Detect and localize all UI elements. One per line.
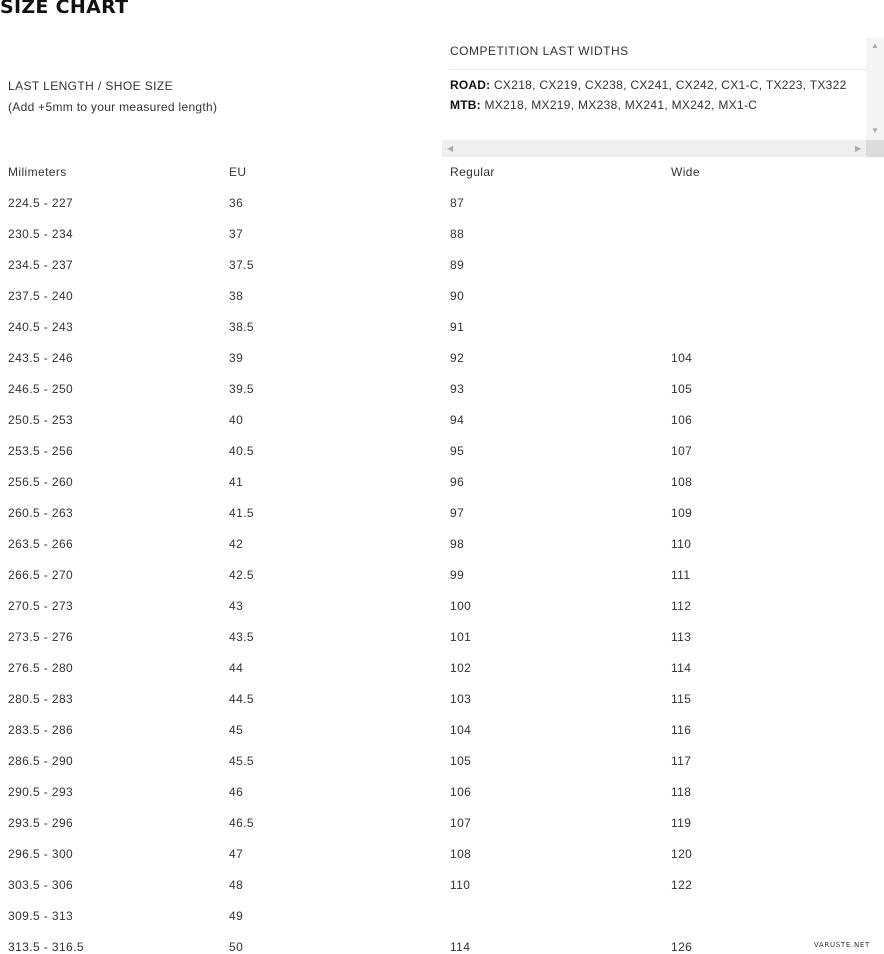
regular-width-cell: 87 [450, 196, 465, 210]
wide-width-cell: 119 [671, 816, 692, 830]
size-range-cell: 286.5 - 290 [8, 754, 74, 768]
size-range-cell: 270.5 - 273 [8, 599, 74, 613]
size-range-cell: 280.5 - 283 [8, 692, 74, 706]
eu-size-cell: 39 [229, 351, 244, 365]
scroll-right-icon[interactable]: ▶ [855, 144, 862, 153]
competition-widths-panel[interactable] [442, 38, 884, 157]
size-range-cell: 296.5 - 300 [8, 847, 74, 861]
size-range-cell: 273.5 - 276 [8, 630, 74, 644]
wide-width-cell: 116 [671, 723, 692, 737]
wide-width-cell: 110 [671, 537, 692, 551]
wide-width-cell: 115 [671, 692, 692, 706]
wide-width-cell: 111 [671, 568, 691, 582]
size-range-cell: 240.5 - 243 [8, 320, 74, 334]
column-header-wide: Wide [671, 165, 700, 179]
size-range-cell: 290.5 - 293 [8, 785, 74, 799]
size-range-cell: 303.5 - 306 [8, 878, 74, 892]
size-range-cell: 234.5 - 237 [8, 258, 74, 272]
regular-width-cell: 97 [450, 506, 465, 520]
wide-width-cell: 108 [671, 475, 693, 489]
regular-width-cell: 94 [450, 413, 465, 427]
wide-width-cell: 114 [671, 661, 692, 675]
regular-width-cell: 93 [450, 382, 465, 396]
road-models-line [450, 78, 847, 92]
wide-width-cell: 120 [671, 847, 693, 861]
eu-size-cell: 46 [229, 785, 244, 799]
scrollbar-corner [866, 140, 884, 157]
size-range-cell: 260.5 - 263 [8, 506, 74, 520]
size-range-cell: 293.5 - 296 [8, 816, 74, 830]
scroll-down-icon[interactable]: ▼ [871, 126, 879, 135]
regular-width-cell: 88 [450, 227, 465, 241]
wide-width-cell: 112 [671, 599, 692, 613]
scroll-left-icon[interactable]: ◀ [447, 144, 454, 153]
competition-heading: COMPETITION LAST WIDTHS [450, 44, 629, 58]
regular-width-cell: 101 [450, 630, 472, 644]
regular-width-cell: 92 [450, 351, 465, 365]
wide-width-cell: 104 [671, 351, 693, 365]
eu-size-cell: 40 [229, 413, 244, 427]
eu-size-cell: 50 [229, 940, 244, 954]
eu-size-cell: 45 [229, 723, 244, 737]
eu-size-cell: 39.5 [229, 382, 254, 396]
wide-width-cell: 109 [671, 506, 693, 520]
competition-widths-content [442, 38, 866, 140]
mtb-label: MTB: [450, 98, 481, 112]
regular-width-cell: 91 [450, 320, 465, 334]
size-range-cell: 256.5 - 260 [8, 475, 74, 489]
size-range-cell: 313.5 - 316.5 [8, 940, 84, 954]
wide-width-cell: 117 [671, 754, 692, 768]
column-header-regular: Regular [450, 165, 495, 179]
eu-size-cell: 38 [229, 289, 244, 303]
scroll-up-icon[interactable]: ▲ [871, 41, 879, 50]
eu-size-cell: 44 [229, 661, 244, 675]
size-range-cell: 253.5 - 256 [8, 444, 74, 458]
eu-size-cell: 43 [229, 599, 244, 613]
mtb-models: MX218, MX219, MX238, MX241, MX242, MX1-C [484, 98, 758, 112]
mtb-models-line [450, 98, 757, 112]
size-range-cell: 243.5 - 246 [8, 351, 74, 365]
last-length-header [8, 79, 217, 114]
regular-width-cell: 110 [450, 878, 471, 892]
wide-width-cell: 106 [671, 413, 693, 427]
wide-width-cell: 105 [671, 382, 693, 396]
wide-width-cell: 113 [671, 630, 692, 644]
page-title: SIZE CHART [0, 0, 129, 18]
road-models: CX218, CX219, CX238, CX241, CX242, CX1-C, TX223, TX322 [493, 78, 847, 92]
last-length-heading: LAST LENGTH / SHOE SIZE [8, 79, 174, 93]
eu-size-cell: 38.5 [229, 320, 254, 334]
size-range-cell: 237.5 - 240 [8, 289, 74, 303]
eu-size-cell: 47 [229, 847, 244, 861]
size-range-cell: 224.5 - 227 [8, 196, 74, 210]
column-header-eu: EU [229, 165, 247, 179]
eu-size-cell: 42 [229, 537, 244, 551]
size-range-cell: 266.5 - 270 [8, 568, 74, 582]
horizontal-scrollbar[interactable] [442, 140, 866, 157]
eu-size-cell: 41.5 [229, 506, 254, 520]
regular-width-cell: 114 [450, 940, 471, 954]
regular-width-cell: 105 [450, 754, 472, 768]
wide-width-cell: 126 [671, 940, 693, 954]
regular-width-cell: 99 [450, 568, 465, 582]
size-range-cell: 250.5 - 253 [8, 413, 74, 427]
competition-divider [450, 69, 866, 70]
regular-width-cell: 106 [450, 785, 472, 799]
regular-width-cell: 89 [450, 258, 465, 272]
wide-width-cell: 122 [671, 878, 693, 892]
eu-size-cell: 41 [229, 475, 244, 489]
regular-width-cell: 96 [450, 475, 465, 489]
eu-size-cell: 42.5 [229, 568, 254, 582]
regular-width-cell: 104 [450, 723, 472, 737]
size-range-cell: 246.5 - 250 [8, 382, 74, 396]
regular-width-cell: 98 [450, 537, 465, 551]
regular-width-cell: 95 [450, 444, 465, 458]
size-range-cell: 309.5 - 313 [8, 909, 74, 923]
eu-size-cell: 46.5 [229, 816, 254, 830]
wide-width-cell: 118 [671, 785, 692, 799]
size-range-cell: 263.5 - 266 [8, 537, 74, 551]
regular-width-cell: 107 [450, 816, 472, 830]
size-range-cell: 230.5 - 234 [8, 227, 74, 241]
size-range-cell: 283.5 - 286 [8, 723, 74, 737]
eu-size-cell: 40.5 [229, 444, 254, 458]
eu-size-cell: 36 [229, 196, 244, 210]
wide-width-cell: 107 [671, 444, 693, 458]
regular-width-cell: 100 [450, 599, 472, 613]
regular-width-cell: 102 [450, 661, 472, 675]
eu-size-cell: 49 [229, 909, 244, 923]
road-label: ROAD: [450, 78, 491, 92]
last-length-note: (Add +5mm to your measured length) [8, 100, 218, 114]
regular-width-cell: 90 [450, 289, 465, 303]
eu-size-cell: 48 [229, 878, 244, 892]
eu-size-cell: 43.5 [229, 630, 254, 644]
eu-size-cell: 44.5 [229, 692, 254, 706]
eu-size-cell: 45.5 [229, 754, 254, 768]
watermark: VARUSTE.NET [813, 941, 870, 949]
size-range-cell: 276.5 - 280 [8, 661, 74, 675]
eu-size-cell: 37 [229, 227, 244, 241]
regular-width-cell: 103 [450, 692, 472, 706]
eu-size-cell: 37.5 [229, 258, 254, 272]
vertical-scrollbar[interactable] [866, 38, 884, 140]
column-header-millimeters: Milimeters [8, 165, 67, 179]
regular-width-cell: 108 [450, 847, 472, 861]
